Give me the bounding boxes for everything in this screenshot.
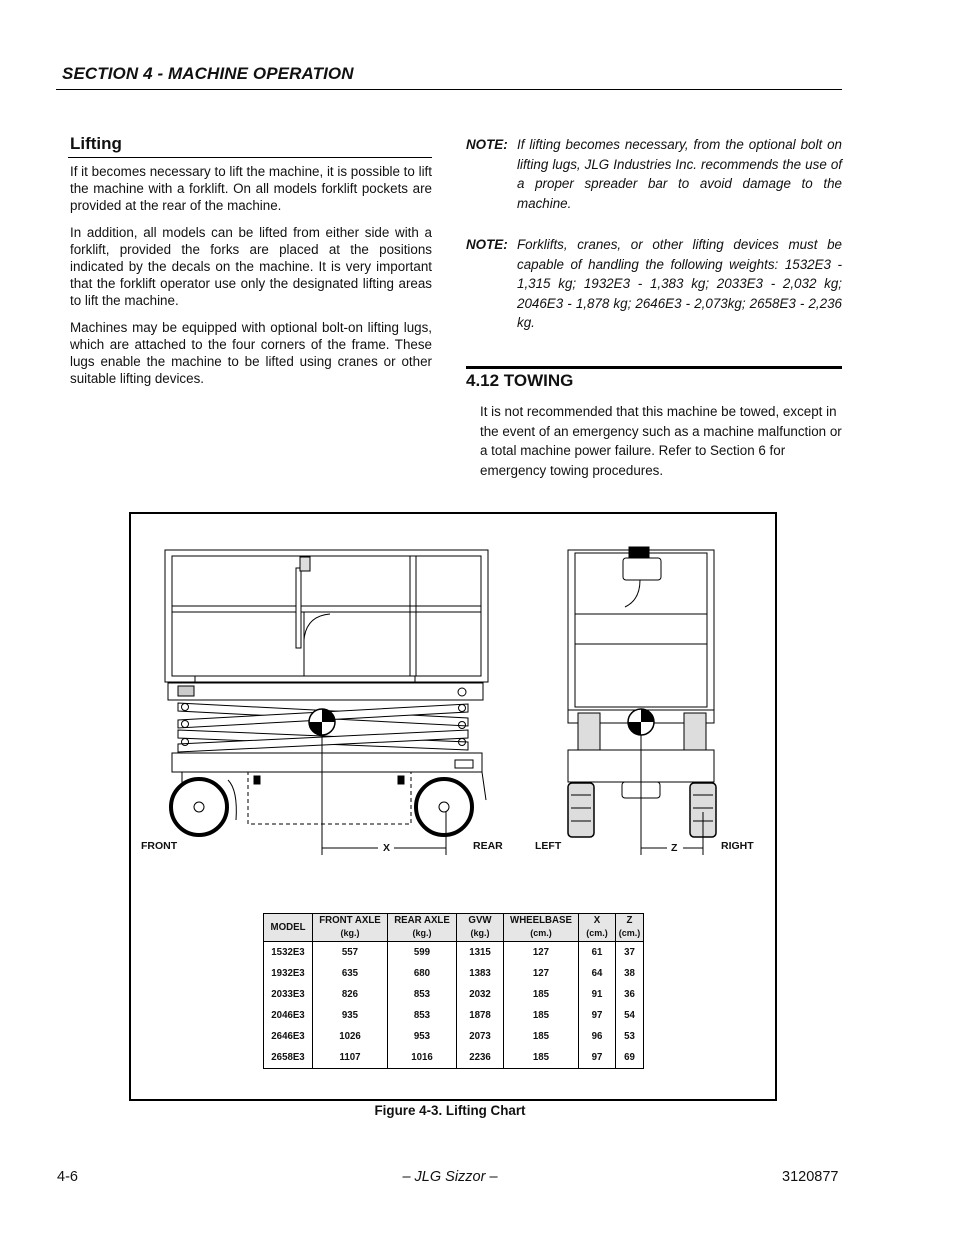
table-cell: 1026 bbox=[313, 1026, 388, 1047]
table-cell: 680 bbox=[388, 963, 457, 984]
label-z: Z bbox=[671, 842, 678, 854]
label-right: RIGHT bbox=[721, 840, 754, 852]
table-cell: 185 bbox=[504, 984, 579, 1005]
table-cell: 38 bbox=[616, 963, 644, 984]
end-center-of-gravity-icon bbox=[628, 709, 654, 735]
table-row bbox=[264, 984, 644, 1005]
table-cell: 1532E3 bbox=[264, 942, 313, 964]
table-cell: 1016 bbox=[388, 1047, 457, 1069]
lifting-chart-table bbox=[263, 913, 644, 1069]
table-cell: 127 bbox=[504, 963, 579, 984]
table-cell: 2032 bbox=[457, 984, 504, 1005]
table-cell: 2033E3 bbox=[264, 984, 313, 1005]
table-cell: 826 bbox=[313, 984, 388, 1005]
table-cell: 1107 bbox=[313, 1047, 388, 1069]
table-row bbox=[264, 1047, 644, 1069]
column-header: REAR AXLE (kg.) bbox=[388, 914, 457, 942]
label-front: FRONT bbox=[141, 840, 178, 852]
table-cell: 953 bbox=[388, 1026, 457, 1047]
figure-caption: Figure 4-3. Lifting Chart bbox=[374, 1103, 526, 1118]
column-header: Z (cm.) bbox=[616, 914, 644, 942]
table-cell: 36 bbox=[616, 984, 644, 1005]
manual-title: – JLG Sizzor – bbox=[402, 1169, 498, 1185]
note-label: NOTE: bbox=[466, 237, 508, 252]
table-cell: 599 bbox=[388, 942, 457, 964]
label-left: LEFT bbox=[535, 840, 562, 852]
table-cell: 2073 bbox=[457, 1026, 504, 1047]
column-header: MODEL bbox=[264, 914, 313, 942]
column-header: WHEELBASE (cm.) bbox=[504, 914, 579, 942]
side-center-of-gravity-icon bbox=[309, 709, 335, 735]
column-header: X (cm.) bbox=[579, 914, 616, 942]
table-cell: 97 bbox=[579, 1005, 616, 1026]
lifting-heading: Lifting bbox=[70, 134, 122, 153]
table-cell: 853 bbox=[388, 984, 457, 1005]
table-cell: 127 bbox=[504, 942, 579, 964]
table-cell: 635 bbox=[313, 963, 388, 984]
table-header-row bbox=[264, 914, 644, 942]
lifting-paragraph-1: If it becomes necessary to lift the machine, it is possible to lift the machine with a forklift. On all models forklift pockets are provided at the rear of the machine. bbox=[70, 164, 432, 213]
table-row bbox=[264, 1005, 644, 1026]
towing-heading: 4.12 TOWING bbox=[466, 371, 574, 390]
table-cell: 96 bbox=[579, 1026, 616, 1047]
section-title: SECTION 4 - MACHINE OPERATION bbox=[62, 64, 354, 83]
note-text: If lifting becomes necessary, from the optional bolt on lifting lugs, JLG Industries Inc. recommends the use of a proper spreader bar to avoid damage to the machine. bbox=[517, 137, 842, 211]
towing-paragraph: It is not recommended that this machine be towed, except in the event of an emergency such as a machine malfunction or a total machine power failure. Refer to Section 6 for emergency towing procedures. bbox=[480, 404, 842, 479]
document-number: 3120877 bbox=[782, 1169, 839, 1185]
table-cell: 185 bbox=[504, 1026, 579, 1047]
table-cell: 557 bbox=[313, 942, 388, 964]
page-number: 4-6 bbox=[57, 1169, 78, 1185]
table-cell: 2658E3 bbox=[264, 1047, 313, 1069]
end-view-drawing bbox=[568, 547, 716, 855]
table-cell: 97 bbox=[579, 1047, 616, 1069]
table-cell: 185 bbox=[504, 1005, 579, 1026]
table-row bbox=[264, 942, 644, 964]
label-rear: REAR bbox=[473, 840, 503, 852]
table-row bbox=[264, 1026, 644, 1047]
column-header: FRONT AXLE (kg.) bbox=[313, 914, 388, 942]
table-cell: 69 bbox=[616, 1047, 644, 1069]
table-cell: 54 bbox=[616, 1005, 644, 1026]
label-x: X bbox=[383, 842, 391, 854]
lifting-paragraph-2: In addition, all models can be lifted from either side with a forklift, provided the forks are placed at the positions indicated by the decals on the machine. It is very important that the forklift operator use only the designated lifting areas to lift the machine. bbox=[70, 225, 432, 308]
table-cell: 935 bbox=[313, 1005, 388, 1026]
table-row bbox=[264, 963, 644, 984]
table-cell: 185 bbox=[504, 1047, 579, 1069]
table-cell: 2646E3 bbox=[264, 1026, 313, 1047]
table-cell: 853 bbox=[388, 1005, 457, 1026]
table-cell: 61 bbox=[579, 942, 616, 964]
note-text: Forklifts, cranes, or other lifting devices must be capable of handling the following weights: 1532E3 - 1,315 kg; 1932E3 - 1,383 kg; 2033E3 - 2,032 kg; 2046E3 - 1,878 kg; 2646E3 - 2,073kg; 2658E3 - 2,236 kg. bbox=[517, 237, 842, 330]
table-cell: 2236 bbox=[457, 1047, 504, 1069]
note-label: NOTE: bbox=[466, 137, 508, 152]
column-header: GVW (kg.) bbox=[457, 914, 504, 942]
table-cell: 1383 bbox=[457, 963, 504, 984]
table-cell: 64 bbox=[579, 963, 616, 984]
table-cell: 37 bbox=[616, 942, 644, 964]
table-cell: 53 bbox=[616, 1026, 644, 1047]
table-cell: 2046E3 bbox=[264, 1005, 313, 1026]
lifting-paragraph-3: Machines may be equipped with optional bolt-on lifting lugs, which are attached to the four corners of the frame. These lugs enable the machine to be lifted using cranes or other suitable lifting devices. bbox=[70, 320, 432, 386]
table-cell: 1932E3 bbox=[264, 963, 313, 984]
table-cell: 1878 bbox=[457, 1005, 504, 1026]
side-view-drawing bbox=[165, 550, 488, 855]
table-cell: 91 bbox=[579, 984, 616, 1005]
table-cell: 1315 bbox=[457, 942, 504, 964]
